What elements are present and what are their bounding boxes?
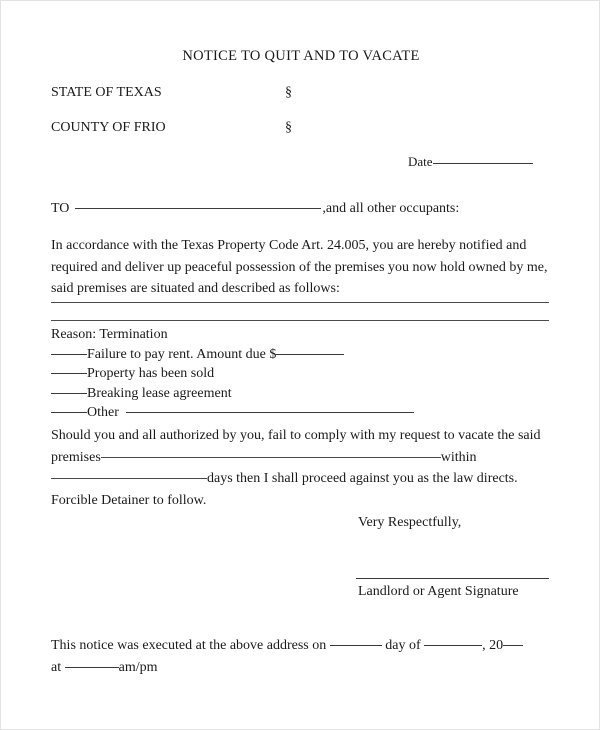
to-suffix: ,and all other occupants: (322, 201, 460, 216)
reason-option-label: Breaking lease agreement (87, 385, 232, 401)
premises-description-rule-2[interactable] (51, 320, 549, 321)
to-label: TO (51, 201, 70, 216)
execution-month-blank-rule[interactable] (424, 645, 482, 646)
reason-option-label: Other (87, 405, 123, 420)
execution-text-part5: am/pm (118, 659, 158, 675)
signature-blank-rule[interactable] (356, 578, 549, 579)
compliance-text-part1: Should you and all authorized by you, fail to comply with my request to vacate the said premises (51, 428, 541, 465)
closing-salutation: Very Respectfully, (358, 515, 462, 530)
addressee-field[interactable] (51, 201, 459, 217)
checkbox-rule-property-has-been-sold[interactable] (51, 373, 87, 374)
checkbox-rule-failure-to-pay-rent[interactable] (51, 354, 87, 355)
execution-time-blank-rule[interactable] (65, 667, 119, 668)
state-label: STATE OF TEXAS (51, 85, 162, 100)
execution-text-part4: at (51, 659, 65, 675)
execution-day-blank-rule[interactable] (330, 645, 382, 646)
reason-option-failure-to-pay-rent[interactable] (51, 345, 551, 365)
addressee-blank-rule[interactable] (75, 208, 321, 209)
county-label: COUNTY OF FRIO (51, 120, 166, 135)
reason-option-breaking-lease-agreement[interactable] (51, 384, 551, 404)
reason-option-label: Property has been sold (87, 366, 215, 381)
checkbox-rule-breaking-lease-agreement[interactable] (51, 393, 87, 394)
said-premises-blank-rule[interactable] (101, 457, 441, 458)
date-field[interactable] (408, 154, 533, 170)
accordance-paragraph: In accordance with the Texas Property Code Art. 24.005, you are hereby notified and required and deliver up peaceful possession of the premises you now hold owned by me, said premises are situated and described as follows: (51, 238, 548, 296)
other-blank-rule[interactable] (126, 412, 414, 413)
reason-section (51, 325, 551, 423)
amount-due-blank-rule[interactable] (276, 354, 344, 355)
compliance-text-part2: within (440, 449, 477, 465)
execution-text-part3: , 20 (482, 638, 504, 653)
date-label: Date (408, 154, 433, 169)
execution-section (51, 635, 551, 678)
reason-heading: Reason: Termination (51, 327, 168, 342)
reason-option-label: Failure to pay rent. Amount due $ (87, 346, 277, 362)
premises-description-rule-1[interactable] (51, 302, 549, 303)
within-days-blank-rule[interactable] (51, 478, 207, 479)
compliance-text-part3: days then I shall proceed against you as the law directs. Forcible Detainer to follow. (51, 471, 518, 508)
execution-text-part1: This notice was executed at the above address on (51, 638, 330, 653)
reason-option-other[interactable] (51, 403, 551, 423)
document-body (51, 1, 551, 730)
checkbox-rule-other[interactable] (51, 412, 87, 413)
execution-text-part2: day of (381, 638, 425, 653)
compliance-paragraph (51, 425, 551, 511)
county-section-mark: § (285, 120, 292, 135)
execution-year-blank-rule[interactable] (503, 645, 523, 646)
reason-option-property-has-been-sold[interactable] (51, 364, 551, 384)
state-section-mark: § (285, 85, 292, 100)
date-blank-rule[interactable] (433, 163, 533, 164)
signature-label: Landlord or Agent Signature (358, 584, 519, 599)
page-title: NOTICE TO QUIT AND TO VACATE (182, 48, 420, 64)
